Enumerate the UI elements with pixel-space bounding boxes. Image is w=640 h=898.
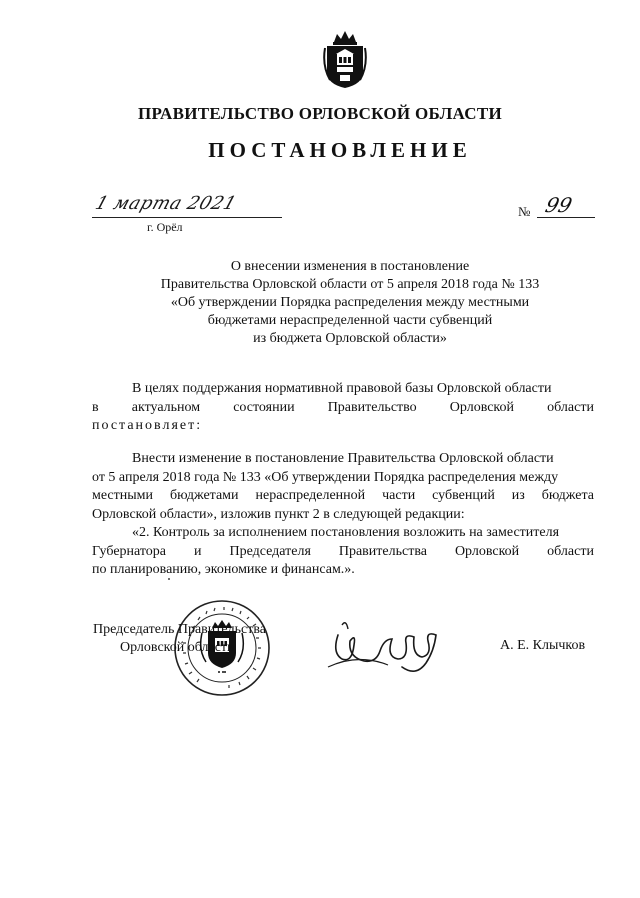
- text-line: от 5 апреля 2018 года № 133 «Об утверждении Порядка распределения между: [92, 469, 559, 485]
- document-type: ПОСТАНОВЛЕНИЕ: [208, 138, 472, 162]
- decree-word: постановляет:: [92, 418, 203, 433]
- handwritten-number: 99: [542, 193, 575, 217]
- document-subject: [100, 258, 600, 348]
- subject-line: О внесении изменения в постановление: [230, 259, 470, 274]
- justified-line: [92, 399, 594, 418]
- word: в: [92, 399, 99, 415]
- word: Орловской: [454, 543, 520, 559]
- word: бюджетами: [169, 488, 239, 503]
- text-line: «2. Контроль за исполнением постановления возложить на заместителя: [132, 525, 560, 540]
- text-line: Внести изменение в постановление Правительства Орловской области: [132, 451, 554, 466]
- word: Правительство: [327, 399, 417, 415]
- word: части: [382, 488, 416, 503]
- handwritten-date: 1 марта 2021: [92, 193, 240, 214]
- justified-line: [92, 543, 594, 562]
- text-line: В целях поддержания нормативной правовой базы Орловской области: [132, 381, 552, 396]
- word: бюджета: [541, 488, 594, 503]
- decree-paragraph: [92, 450, 594, 580]
- word: нераспределенной: [255, 488, 366, 503]
- word: Председателя: [229, 543, 311, 559]
- subject-line: «Об утверждении Порядка распределения между местными: [170, 295, 530, 310]
- role-line: Орловской области: [120, 640, 235, 655]
- signatory-role: [93, 621, 266, 657]
- role-line: Председатель Правительства: [93, 622, 266, 637]
- word: Орловской: [449, 399, 515, 415]
- word: области: [547, 543, 594, 559]
- subject-line: из бюджета Орловской области»: [253, 331, 447, 346]
- subject-line: Правительства Орловской области от 5 апреля 2018 года № 133: [160, 277, 540, 292]
- city-label: г. Орёл: [147, 220, 183, 234]
- signatory-name: А. Е. Клычков: [500, 638, 586, 653]
- word: и: [194, 543, 202, 559]
- word: местными: [92, 488, 154, 503]
- justified-line: [92, 487, 594, 506]
- handwritten-signature-icon: [318, 605, 448, 690]
- text-line: по планированию, экономике и финансам.».: [92, 562, 355, 577]
- text-line: Орловской области», изложив пункт 2 в следующей редакции:: [92, 506, 465, 522]
- preamble-paragraph: [92, 380, 594, 436]
- word: актуальном: [131, 399, 201, 415]
- word: из: [511, 488, 525, 503]
- subject-line: бюджетами нераспределенной части субвенций: [207, 313, 493, 328]
- government-title: ПРАВИТЕЛЬСТВО ОРЛОВСКОЙ ОБЛАСТИ: [137, 104, 503, 123]
- word: Губернатора: [92, 543, 167, 559]
- number-underline: [537, 217, 595, 219]
- coat-of-arms-icon: [322, 28, 368, 90]
- word: Правительства: [338, 543, 427, 559]
- word: области: [547, 399, 594, 415]
- word: субвенций: [432, 488, 495, 503]
- word: состоянии: [233, 399, 295, 415]
- stray-dot: [168, 578, 170, 580]
- date-underline: [92, 217, 282, 219]
- number-sign: №: [518, 204, 531, 219]
